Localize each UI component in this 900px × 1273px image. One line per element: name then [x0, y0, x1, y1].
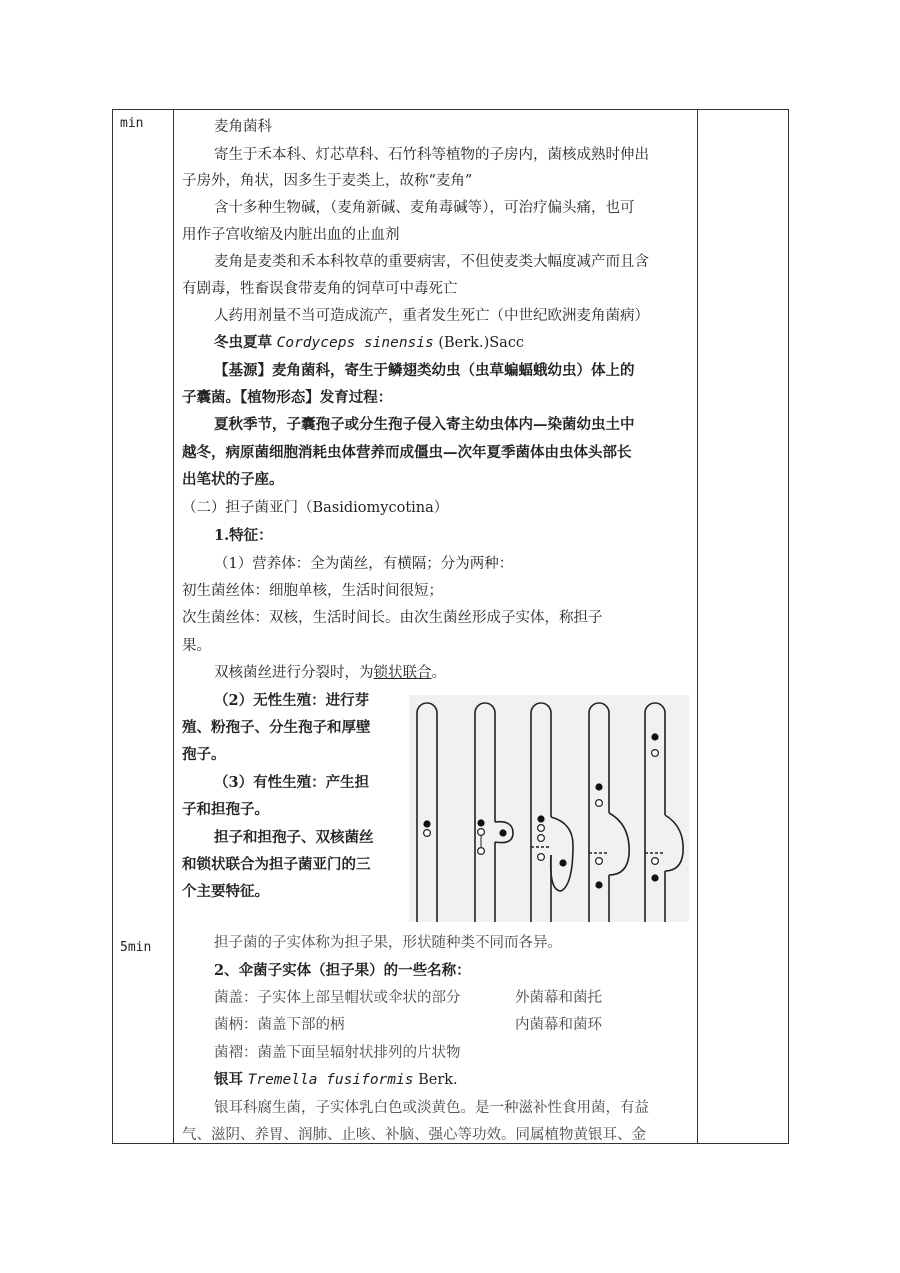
paragraph-line: 个主要特征。: [182, 883, 269, 900]
nucleus-light: [652, 858, 659, 865]
species-cn-name: 冬虫夏草: [214, 334, 272, 351]
clamp-connection-diagram: [409, 695, 689, 922]
nucleus-dark: [651, 733, 658, 740]
nucleus-dark: [537, 815, 544, 822]
hypha-outline: [531, 703, 551, 922]
paragraph-line: 子房外，角状，因多生于麦类上，故称“麦角”: [182, 173, 473, 189]
nucleus-dark: [499, 829, 506, 836]
nucleus-light: [538, 825, 545, 832]
paragraph-line: 担子菌的子实体称为担子果，形状随种类不同而各异。: [214, 935, 562, 951]
paragraph-line: 担子和担孢子、双核菌丝: [214, 829, 374, 846]
species-latin-name: Tremella fusiformis: [247, 1072, 414, 1088]
time-column: [113, 110, 174, 1143]
clamp-connection-term: 锁状联合: [373, 665, 432, 681]
subsection-heading: 2、伞菌子实体（担子果）的一些名称：: [214, 962, 471, 979]
paragraph-line: 含十多种生物碱，（麦角新碱、麦角毒碱等），可治疗偏头痛，也可: [214, 200, 635, 216]
paragraph-line: 出笔状的子座。: [182, 471, 284, 488]
clamp-connection-illustration: [409, 695, 689, 922]
paragraph-line: 有剧毒，牲畜误食带麦角的饲草可中毒死亡: [182, 281, 458, 297]
nucleus-light: [652, 750, 659, 757]
clamp-hook: [551, 817, 573, 891]
time-label: min: [120, 116, 144, 131]
paragraph-line: 麦角是麦类和禾本科牧草的重要病害，不但使麦类大幅度减产而且含: [214, 254, 649, 270]
paragraph-line: （2）无性生殖：进行芽: [214, 692, 370, 709]
hypha-outline: [475, 703, 495, 922]
nucleus-light: [478, 848, 485, 855]
nucleus-light: [596, 858, 603, 865]
paragraph-line: [214, 664, 446, 682]
paragraph-line: 银耳科腐生菌，子实体乳白色或淡黄色。是一种滋补性食用菌，有益: [214, 1100, 649, 1116]
term-line: 菌柄：菌盖下部的柄: [214, 1017, 345, 1033]
species-latin-name: Cordyceps sinensis: [276, 335, 434, 351]
nucleus-light: [538, 854, 545, 861]
paragraph-line: 气、滋阴、养胃、润肺、止咳、补脑、强心等功效。同属植物黄银耳、金: [182, 1127, 646, 1143]
term-line: 菌盖：子实体上部呈帽状或伞状的部分: [214, 990, 461, 1006]
paragraph-line: 人药用剂量不当可造成流产，重者发生死亡（中世纪欧洲麦角菌病）: [214, 308, 649, 324]
species-author: Berk.: [418, 1072, 458, 1088]
time-label: 5min: [120, 940, 152, 955]
term-line: 外菌幕和菌托: [515, 990, 602, 1006]
lesson-table: [112, 109, 789, 1144]
paragraph-line: 用作子宫收缩及内脏出血的止血剂: [182, 227, 400, 243]
nucleus-dark: [559, 859, 566, 866]
nucleus-dark: [651, 874, 658, 881]
clamp-text: 双核菌丝进行分裂时，为: [214, 665, 374, 681]
clamp-hook: [665, 815, 683, 871]
paragraph-line: 子和担孢子。: [182, 801, 269, 818]
paragraph-line: 果。: [182, 638, 211, 654]
paragraph-line: 初生菌丝体：细胞单核，生活时间很短；: [182, 583, 443, 599]
content-column: [174, 110, 710, 1143]
paragraph-line: 次生菌丝体：双核，生活时间长。由次生菌丝形成子实体，称担子: [182, 610, 603, 626]
paragraph-line: 越冬，病原菌细胞消耗虫体营养而成僵虫—次年夏季菌体由虫体头部长: [182, 444, 632, 461]
clamp-hook: [609, 813, 629, 875]
paragraph-line: （1）营养体：全为菌丝，有横隔；分为两种：: [214, 556, 514, 572]
paragraph-line: 孢子。: [182, 746, 226, 763]
paragraph-line: 殖、粉孢子、分生孢子和厚壁: [182, 719, 371, 736]
paragraph-line: 和锁状联合为担子菌亚门的三: [182, 856, 371, 873]
nucleus-light: [424, 830, 431, 837]
paragraph-line: 子囊菌。【植物形态】发育过程：: [182, 389, 393, 406]
paragraph-line: 1.特征：: [214, 527, 273, 544]
nucleus-dark: [595, 881, 602, 888]
paragraph-line: 寄生于禾本科、灯芯草科、石竹科等植物的子房内，菌核成熟时伸出: [214, 147, 649, 163]
paragraph-line: （3）有性生殖：产生担: [214, 774, 370, 791]
term-line: 内菌幕和菌环: [515, 1017, 602, 1033]
species-author: (Berk.)Sacc: [438, 335, 525, 351]
hypha-outline: [417, 703, 437, 922]
species-cn-name: 银耳: [214, 1071, 243, 1088]
nucleus-dark: [595, 783, 602, 790]
subsection-heading: （二）担子菌亚门（Basidiomycotina）: [182, 500, 449, 516]
nucleus-dark: [477, 819, 484, 826]
species-heading: [214, 1071, 458, 1089]
paragraph-line: 夏秋季节，子囊孢子或分生孢子侵入寄主幼虫体内—染菌幼虫土中: [214, 416, 635, 433]
nucleus-dark: [423, 820, 430, 827]
species-heading: [214, 334, 524, 352]
clamp-text-end: 。: [431, 665, 446, 681]
hypha-outline: [589, 703, 609, 922]
paragraph-line: 【基源】麦角菌科，寄生于鳞翅类幼虫（虫草蝙蝠蛾幼虫）体上的: [214, 362, 635, 379]
nucleus-light: [538, 835, 545, 842]
nucleus-light: [478, 829, 485, 836]
section-title: 麦角菌科: [214, 119, 272, 135]
nucleus-light: [596, 800, 603, 807]
term-line: 菌褶：菌盖下面呈辐射状排列的片状物: [214, 1045, 461, 1061]
